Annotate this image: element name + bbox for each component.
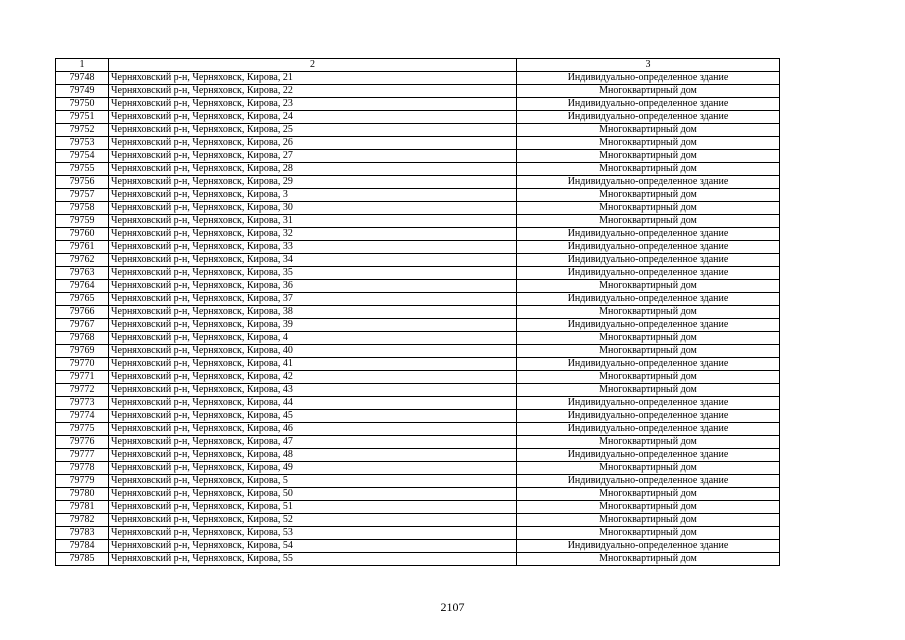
cell-number: 79762 (56, 254, 109, 267)
cell-number: 79748 (56, 72, 109, 85)
cell-object-type: Индивидуально-определенное здание (517, 449, 780, 462)
cell-object-type: Индивидуально-определенное здание (517, 72, 780, 85)
cell-number: 79757 (56, 189, 109, 202)
column-header-3: 3 (517, 59, 780, 72)
cell-object-type: Индивидуально-определенное здание (517, 254, 780, 267)
table-row (56, 423, 780, 436)
cell-number: 79778 (56, 462, 109, 475)
cell-address: Черняховский р-н, Черняховск, Кирова, 47 (109, 436, 517, 449)
cell-number: 79781 (56, 501, 109, 514)
cell-object-type: Многоквартирный дом (517, 189, 780, 202)
cell-number: 79752 (56, 124, 109, 137)
table-row (56, 332, 780, 345)
cell-object-type: Индивидуально-определенное здание (517, 319, 780, 332)
cell-address: Черняховский р-н, Черняховск, Кирова, 27 (109, 150, 517, 163)
table-row (56, 540, 780, 553)
table-row (56, 410, 780, 423)
cell-number: 79775 (56, 423, 109, 436)
cell-address: Черняховский р-н, Черняховск, Кирова, 54 (109, 540, 517, 553)
table-row (56, 371, 780, 384)
cell-number: 79764 (56, 280, 109, 293)
cell-address: Черняховский р-н, Черняховск, Кирова, 4 (109, 332, 517, 345)
cell-address: Черняховский р-н, Черняховск, Кирова, 25 (109, 124, 517, 137)
cell-object-type: Индивидуально-определенное здание (517, 423, 780, 436)
table-row (56, 150, 780, 163)
table-row (56, 514, 780, 527)
cell-number: 79780 (56, 488, 109, 501)
cell-address: Черняховский р-н, Черняховск, Кирова, 28 (109, 163, 517, 176)
cell-number: 79749 (56, 85, 109, 98)
cell-object-type: Индивидуально-определенное здание (517, 241, 780, 254)
table-row (56, 501, 780, 514)
register-table (55, 58, 780, 566)
cell-object-type: Многоквартирный дом (517, 215, 780, 228)
cell-object-type: Индивидуально-определенное здание (517, 111, 780, 124)
table-row (56, 137, 780, 150)
cell-number: 79755 (56, 163, 109, 176)
table-row (56, 293, 780, 306)
table-row (56, 475, 780, 488)
cell-address: Черняховский р-н, Черняховск, Кирова, 42 (109, 371, 517, 384)
cell-number: 79773 (56, 397, 109, 410)
cell-object-type: Многоквартирный дом (517, 332, 780, 345)
cell-address: Черняховский р-н, Черняховск, Кирова, 48 (109, 449, 517, 462)
table-row (56, 202, 780, 215)
cell-number: 79754 (56, 150, 109, 163)
table-row (56, 462, 780, 475)
cell-number: 79763 (56, 267, 109, 280)
table-row (56, 553, 780, 566)
cell-address: Черняховский р-н, Черняховск, Кирова, 36 (109, 280, 517, 293)
register-table-body (56, 59, 780, 566)
cell-number: 79753 (56, 137, 109, 150)
cell-address: Черняховский р-н, Черняховск, Кирова, 51 (109, 501, 517, 514)
table-row (56, 163, 780, 176)
cell-number: 79766 (56, 306, 109, 319)
table-row (56, 449, 780, 462)
cell-number: 79777 (56, 449, 109, 462)
cell-object-type: Индивидуально-определенное здание (517, 293, 780, 306)
cell-number: 79769 (56, 345, 109, 358)
cell-object-type: Индивидуально-определенное здание (517, 98, 780, 111)
column-header-1: 1 (56, 59, 109, 72)
table-row (56, 527, 780, 540)
cell-number: 79760 (56, 228, 109, 241)
cell-address: Черняховский р-н, Черняховск, Кирова, 5 (109, 475, 517, 488)
cell-object-type: Многоквартирный дом (517, 462, 780, 475)
cell-address: Черняховский р-н, Черняховск, Кирова, 26 (109, 137, 517, 150)
cell-address: Черняховский р-н, Черняховск, Кирова, 30 (109, 202, 517, 215)
cell-number: 79761 (56, 241, 109, 254)
cell-address: Черняховский р-н, Черняховск, Кирова, 29 (109, 176, 517, 189)
cell-object-type: Многоквартирный дом (517, 527, 780, 540)
table-row (56, 306, 780, 319)
cell-object-type: Многоквартирный дом (517, 501, 780, 514)
table-row (56, 98, 780, 111)
cell-object-type: Индивидуально-определенное здание (517, 267, 780, 280)
table-row (56, 384, 780, 397)
cell-number: 79784 (56, 540, 109, 553)
table-row (56, 319, 780, 332)
cell-number: 79765 (56, 293, 109, 306)
table-row (56, 488, 780, 501)
cell-address: Черняховский р-н, Черняховск, Кирова, 32 (109, 228, 517, 241)
cell-number: 79759 (56, 215, 109, 228)
table-row (56, 280, 780, 293)
cell-object-type: Многоквартирный дом (517, 345, 780, 358)
cell-address: Черняховский р-н, Черняховск, Кирова, 49 (109, 462, 517, 475)
cell-object-type: Многоквартирный дом (517, 202, 780, 215)
cell-address: Черняховский р-н, Черняховск, Кирова, 45 (109, 410, 517, 423)
cell-number: 79768 (56, 332, 109, 345)
cell-object-type: Многоквартирный дом (517, 488, 780, 501)
page-number: 2107 (440, 600, 465, 614)
cell-number: 79783 (56, 527, 109, 540)
table-row (56, 176, 780, 189)
table-row (56, 241, 780, 254)
cell-address: Черняховский р-н, Черняховск, Кирова, 55 (109, 553, 517, 566)
cell-address: Черняховский р-н, Черняховск, Кирова, 40 (109, 345, 517, 358)
table-row (56, 267, 780, 280)
cell-number: 79771 (56, 371, 109, 384)
table-row (56, 124, 780, 137)
cell-number: 79767 (56, 319, 109, 332)
cell-object-type: Многоквартирный дом (517, 85, 780, 98)
cell-number: 79782 (56, 514, 109, 527)
cell-number: 79774 (56, 410, 109, 423)
table-row (56, 358, 780, 371)
cell-object-type: Индивидуально-определенное здание (517, 358, 780, 371)
cell-object-type: Многоквартирный дом (517, 306, 780, 319)
cell-number: 79751 (56, 111, 109, 124)
cell-object-type: Многоквартирный дом (517, 163, 780, 176)
cell-number: 79770 (56, 358, 109, 371)
cell-address: Черняховский р-н, Черняховск, Кирова, 35 (109, 267, 517, 280)
cell-address: Черняховский р-н, Черняховск, Кирова, 46 (109, 423, 517, 436)
table-header-row (56, 59, 780, 72)
cell-address: Черняховский р-н, Черняховск, Кирова, 50 (109, 488, 517, 501)
cell-object-type: Многоквартирный дом (517, 384, 780, 397)
table-row (56, 85, 780, 98)
cell-number: 79785 (56, 553, 109, 566)
cell-address: Черняховский р-н, Черняховск, Кирова, 52 (109, 514, 517, 527)
cell-object-type: Многоквартирный дом (517, 150, 780, 163)
table-row (56, 215, 780, 228)
cell-object-type: Индивидуально-определенное здание (517, 410, 780, 423)
cell-address: Черняховский р-н, Черняховск, Кирова, 3 (109, 189, 517, 202)
cell-object-type: Индивидуально-определенное здание (517, 176, 780, 189)
cell-object-type: Многоквартирный дом (517, 436, 780, 449)
cell-address: Черняховский р-н, Черняховск, Кирова, 24 (109, 111, 517, 124)
cell-object-type: Многоквартирный дом (517, 280, 780, 293)
cell-address: Черняховский р-н, Черняховск, Кирова, 34 (109, 254, 517, 267)
cell-address: Черняховский р-н, Черняховск, Кирова, 37 (109, 293, 517, 306)
cell-object-type: Многоквартирный дом (517, 553, 780, 566)
table-row (56, 111, 780, 124)
cell-object-type: Индивидуально-определенное здание (517, 397, 780, 410)
cell-address: Черняховский р-н, Черняховск, Кирова, 38 (109, 306, 517, 319)
cell-object-type: Многоквартирный дом (517, 514, 780, 527)
cell-address: Черняховский р-н, Черняховск, Кирова, 41 (109, 358, 517, 371)
cell-address: Черняховский р-н, Черняховск, Кирова, 53 (109, 527, 517, 540)
cell-address: Черняховский р-н, Черняховск, Кирова, 23 (109, 98, 517, 111)
cell-address: Черняховский р-н, Черняховск, Кирова, 44 (109, 397, 517, 410)
cell-number: 79779 (56, 475, 109, 488)
cell-address: Черняховский р-н, Черняховск, Кирова, 31 (109, 215, 517, 228)
cell-object-type: Индивидуально-определенное здание (517, 228, 780, 241)
cell-number: 79776 (56, 436, 109, 449)
cell-object-type: Индивидуально-определенное здание (517, 540, 780, 553)
cell-object-type: Многоквартирный дом (517, 137, 780, 150)
table-row (56, 254, 780, 267)
cell-number: 79750 (56, 98, 109, 111)
cell-address: Черняховский р-н, Черняховск, Кирова, 33 (109, 241, 517, 254)
cell-number: 79772 (56, 384, 109, 397)
cell-object-type: Многоквартирный дом (517, 124, 780, 137)
cell-number: 79758 (56, 202, 109, 215)
table-row (56, 189, 780, 202)
cell-address: Черняховский р-н, Черняховск, Кирова, 22 (109, 85, 517, 98)
cell-object-type: Индивидуально-определенное здание (517, 475, 780, 488)
cell-address: Черняховский р-н, Черняховск, Кирова, 43 (109, 384, 517, 397)
cell-number: 79756 (56, 176, 109, 189)
table-row (56, 436, 780, 449)
table-row (56, 72, 780, 85)
cell-object-type: Многоквартирный дом (517, 371, 780, 384)
cell-address: Черняховский р-н, Черняховск, Кирова, 21 (109, 72, 517, 85)
table-row (56, 345, 780, 358)
column-header-2: 2 (109, 59, 517, 72)
cell-address: Черняховский р-н, Черняховск, Кирова, 39 (109, 319, 517, 332)
table-row (56, 397, 780, 410)
table-row (56, 228, 780, 241)
